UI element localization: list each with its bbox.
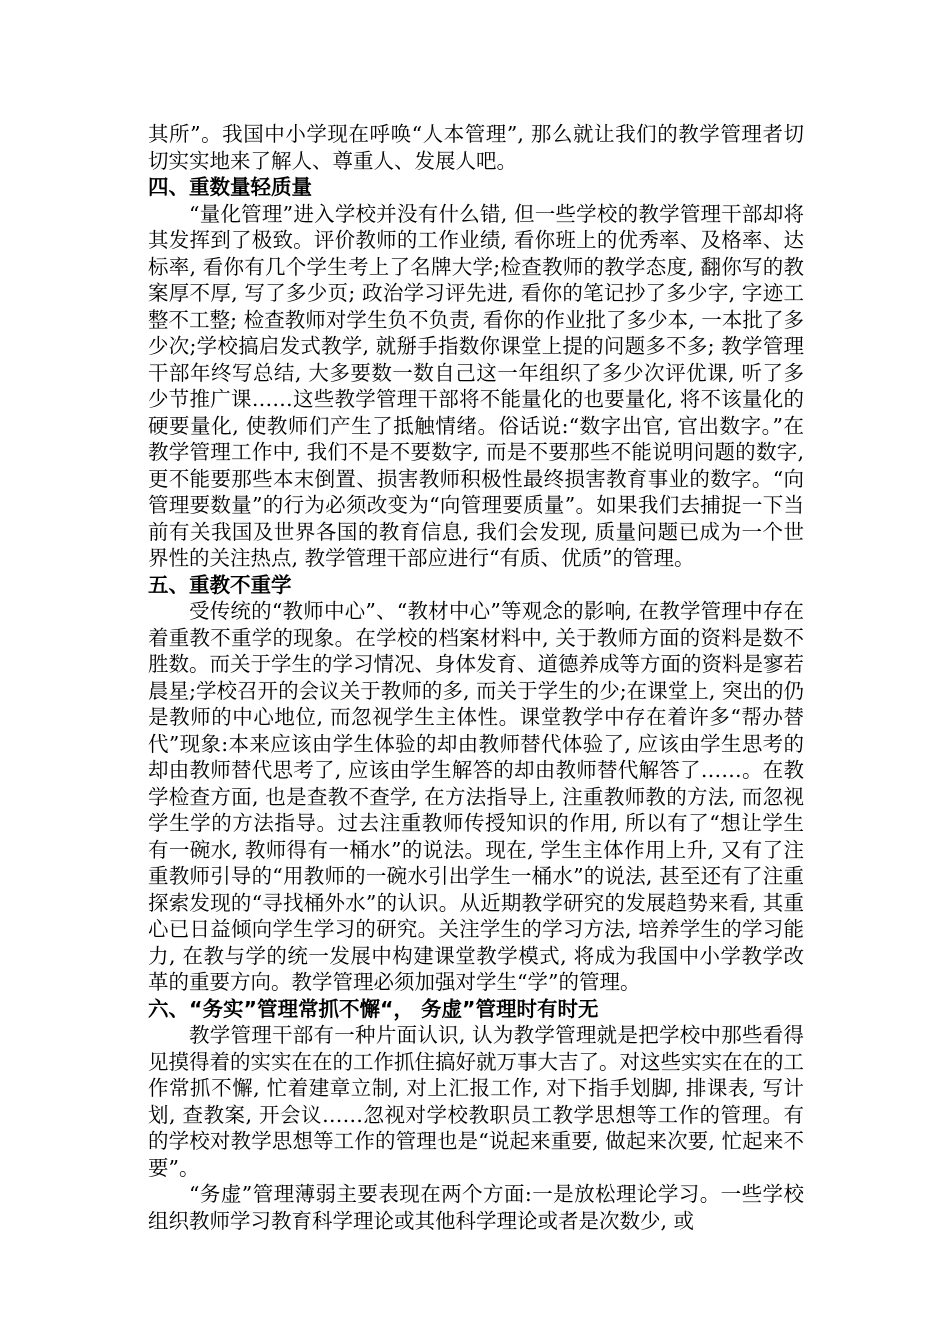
paragraph-section-6-b: “务虚”管理薄弱主要表现在两个方面:一是放松理论学习。一些学校组织教师学习教育科学理论或其他科学理论或者是次数少, 或	[148, 1182, 804, 1233]
paragraph-section-5: 受传统的“教师中心”、“教材中心”等观念的影响, 在教学管理中存在着重教不重学的现象。在学校的档案材料中, 关于教师方面的资料是数不胜数。而关于学生的学习情况、身体发育、道德养成等方面的资料是寥若晨星;学校召开的会议关于教师的多, 而关于学生的少;在课堂上, 突出的仍是教师的中心地位, 而忽视学生主体性。课堂教学中存在着许多“帮办替代”现象:本来应该由学生体验的却由教师替代体验了, 应该由学生思考的却由教师替代思考了, 应该由学生解答的却由教师替代解答了……。在教学检查方面, 也是查教不查学, 在方法指导上, 注重教师教的方法, 而忽视学生学的方法指导。过去注重教师传授知识的作用, 所以有了“想让学生有一碗水, 教师得有一桶水”的说法。现在, 学生主体作用上升, 又有了注重教师引导的“用教师的一碗水引出学生一桶水”的说法, 甚至还有了注重探索发现的“寻找桶外水”的认识。从近期教学研究的发展趋势来看, 其重心已日益倾向学生学习的研究。关注学生的学习方法, 培养学生的学习能力, 在教与学的统一发展中构建课堂教学模式, 将成为我国中小学教学改革的重要方向。教学管理必须加强对学生“学”的管理。	[148, 599, 804, 994]
paragraph-section-4: “量化管理”进入学校并没有什么错, 但一些学校的教学管理干部却将其发挥到了极致。评价教师的工作业绩, 看你班上的优秀率、及格率、达标率, 看你有几个学生考上了名牌大学;检查教师的教学态度, 翻你写的教案厚不厚, 写了多少页; 政治学习评先进, 看你的笔记抄了多少字, 字迹工整不工整; 检查教师对学生负不负责, 看你的作业批了多少本, 一本批了多少次;学校搞启发式教学, 就掰手指数你课堂上提的问题多不多; 教学管理干部年终写总结, 大多要数一数自己这一年组织了多少次评优课, 听了多少节推广课……这些教学管理干部将不能量化的也要量化, 将不该量化的硬要量化, 使教师们产生了抵触情绪。俗话说:“数字出官, 官出数字。”在教学管理工作中, 我们不是不要数字, 而是不要那些不能说明问题的数字, 更不能要那些本末倒置、损害教师积极性最终损害教育事业的数字。“向管理要数量”的行为必须改变为“向管理要质量”。如果我们去捕捉一下当前有关我国及世界各国的教育信息, 我们会发现, 质量问题已成为一个世界性的关注热点, 教学管理干部应进行“有质、优质”的管理。	[148, 201, 804, 570]
section-heading-4: 四、重数量轻质量	[148, 175, 312, 199]
paragraph-continued: 其所”。我国中小学现在呼唤“人本管理”, 那么就让我们的教学管理者切切实实地来了解人、尊重人、发展人吧。	[148, 122, 804, 173]
paragraph-section-6-a: 教学管理干部有一种片面认识, 认为教学管理就是把学校中那些看得见摸得着的实实在在的工作抓住搞好就万事大吉了。对这些实实在在的工作常抓不懈, 忙着建章立制, 对上汇报工作, 对下指手划脚, 排课表, 写计划, 查教案, 开会议……忽视对学校教职员工教学思想等工作的管理。有的学校对教学思想等工作的管理也是“说起来重要, 做起来次要, 忙起来不要”。	[148, 1023, 804, 1180]
section-heading-5: 五、重教不重学	[148, 572, 292, 597]
document-page	[148, 121, 804, 1234]
section-heading-6: 六、“务实”管理常抓不懈“， 务虚”管理时有时无	[148, 996, 599, 1021]
